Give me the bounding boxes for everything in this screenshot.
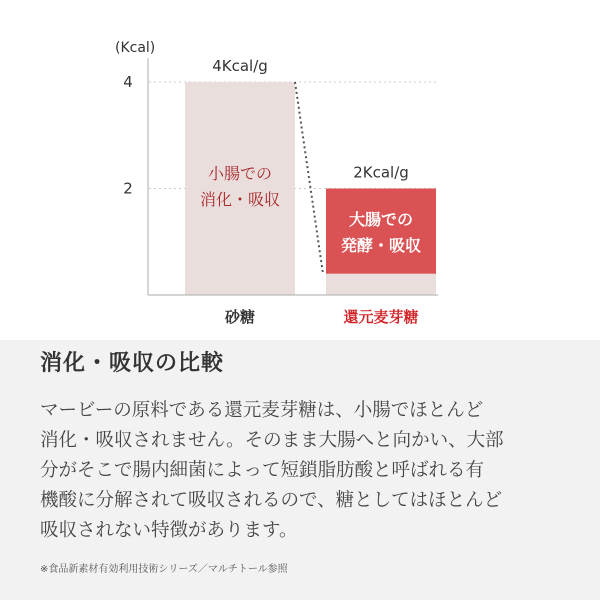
category-label: 還元麦芽糖 xyxy=(343,308,419,326)
category-label: 砂糖 xyxy=(224,308,256,326)
bar-segment xyxy=(185,82,295,295)
y-tick-label: 2 xyxy=(123,179,133,198)
bar-segment xyxy=(326,189,436,274)
bar-inner-label: 消化・吸収 xyxy=(199,190,281,209)
bar-value-label: 4Kcal/g xyxy=(212,57,268,75)
bar-segment xyxy=(326,274,436,295)
description-line: マービーの原料である還元麦芽糖は、小腸でほとんど xyxy=(40,400,484,421)
description-line: 吸収されない特徴があります。 xyxy=(40,520,298,541)
bar-inner-label: 小腸での xyxy=(207,164,273,183)
description-line: 分がそこで腸内細菌によって短鎖脂肪酸と呼ばれる有 xyxy=(40,460,485,481)
bar-value-label: 2Kcal/g xyxy=(353,163,409,182)
description-line: 消化・吸収されません。そのまま大腸へと向かい、大部 xyxy=(40,430,504,451)
bar-inner-label: 大腸での xyxy=(348,210,414,229)
description-line: 機酸に分解されて吸収されるので、糖としてはほとんど xyxy=(40,490,503,511)
section-title: 消化・吸収の比較 xyxy=(40,351,225,376)
y-tick-label: 4 xyxy=(123,73,133,91)
y-axis-unit-label: (Kcal) xyxy=(115,40,156,56)
footnote: ※食品新素材有効利用技術シリーズ／マルチトール参照 xyxy=(40,564,288,575)
bar-inner-label: 発酵・吸収 xyxy=(340,236,422,255)
reduction-connector-line xyxy=(295,82,323,274)
description-text xyxy=(40,396,570,546)
